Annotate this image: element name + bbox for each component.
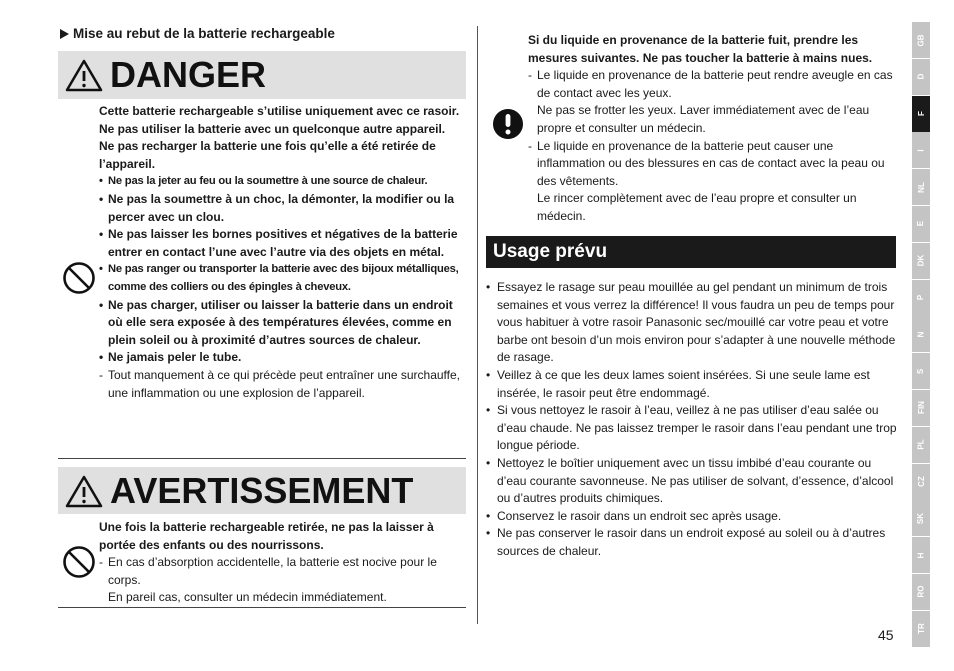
usage-item: • Conservez le rasoir dans un endroit sec après usage. (486, 508, 898, 526)
leak-eyes: - Le liquide en provenance de la batterie peut rendre aveugle en cas de contact avec les yeux. (528, 67, 898, 102)
usage-item: • Essayez le rasage sur peau mouillée au gel pendant un minimum de trois semaines et vous verrez la différence! Il vous faudra un peu de temps pour vous habituer à votre rasoir Panasonic sec/mouillé car votre peau et votre barbe ont besoin d’un mois environ pour s’adapter à une nouvelle méthode de rasage. (486, 279, 898, 367)
avertissement-text-1: Une fois la batterie rechargeable retirée, ne pas la laisser à portée des enfants ou des nourrissons. (99, 520, 434, 552)
language-tab-i[interactable] (912, 132, 930, 168)
warning-triangle-icon (64, 57, 104, 93)
language-tab-label: DK (916, 255, 926, 267)
language-tab-cz[interactable] (912, 464, 930, 500)
danger-text-1: Cette batterie rechargeable s’utilise uniquement avec ce rasoir. Ne pas utiliser la batterie avec un quelconque autre appareil. (99, 104, 460, 136)
prohibition-icon (62, 545, 96, 579)
language-tab-pl[interactable] (912, 427, 930, 463)
avertissement-absorption: - En cas d’absorption accidentelle, la batterie est nocive pour le corps. (99, 554, 469, 589)
column-divider (477, 26, 478, 624)
language-tab-label: CZ (916, 476, 926, 487)
section-title (60, 26, 335, 41)
language-tab-tr[interactable] (912, 611, 930, 647)
avertissement-doctor: En pareil cas, consulter un médecin immédiatement. (108, 590, 387, 605)
language-tab-h[interactable] (912, 537, 930, 573)
language-tab-p[interactable] (912, 280, 930, 316)
avertissement-divider (58, 607, 466, 608)
danger-text-2: Ne pas recharger la batterie une fois qu’elle a été retirée de l’appareil. (99, 139, 436, 171)
avertissement-title: AVERTISSEMENT (110, 469, 414, 511)
warning-triangle-icon (64, 473, 104, 509)
language-tab-label: D (916, 73, 926, 80)
language-tab-s[interactable] (912, 353, 930, 389)
leak-skin-action: Le rincer complètement avec de l’eau propre et consulter un médecin. (537, 191, 857, 223)
language-tab-label: S (916, 368, 926, 374)
language-tab-sk[interactable] (912, 500, 930, 536)
danger-bullet-shock: • Ne pas la soumettre à un choc, la démonter, la modifier ou la percer avec un clou. (99, 191, 469, 226)
language-tab-dk[interactable] (912, 243, 930, 279)
language-tab-d[interactable] (912, 59, 930, 95)
language-tab-f[interactable] (912, 96, 930, 132)
language-tab-label: TR (916, 623, 926, 635)
language-tab-label: FIN (916, 401, 926, 415)
leak-content (528, 32, 898, 226)
language-tab-gb[interactable] (912, 22, 930, 58)
usage-title: Usage prévu (493, 241, 608, 262)
leak-text-1: Si du liquide en provenance de la batterie fuit, prendre les mesures suivantes. Ne pas toucher la batterie à mains nues. (528, 33, 873, 65)
language-tab-label: P (916, 294, 926, 301)
language-tab-fin[interactable] (912, 390, 930, 426)
danger-consequence: - Tout manquement à ce qui précède peut entraîner une surchauffe, une inflammation ou une explosion de l’appareil. (99, 367, 469, 402)
language-tab-label: N (916, 331, 926, 338)
danger-bullet-fire: • Ne pas la jeter au feu ou la soumettre à une source de chaleur. (99, 173, 469, 191)
danger-bullet-jewelry: • Ne pas ranger ou transporter la batterie avec des bijoux métalliques, comme des colliers ou des épingles à cheveux. (99, 261, 469, 296)
danger-banner (58, 51, 466, 99)
language-tabs (912, 22, 930, 648)
language-tab-n[interactable] (912, 316, 930, 352)
language-tab-label: PL (916, 439, 926, 450)
usage-heading-bar (486, 236, 896, 268)
prohibition-icon (62, 261, 96, 295)
language-tab-nl[interactable] (912, 169, 930, 205)
language-tab-ro[interactable] (912, 574, 930, 610)
language-tab-label: RO (916, 585, 926, 598)
language-tab-label: GB (916, 34, 926, 46)
triangle-bullet-icon (60, 29, 69, 39)
page-number: 45 (878, 627, 894, 643)
danger-bullet-heat: • Ne pas charger, utiliser ou laisser la batterie dans un endroit où elle sera exposée à des températures élevées, comme en plein soleil ou à proximité d’autres sources de chaleur. (99, 297, 469, 350)
avertissement-content (99, 519, 469, 607)
avertissement-banner (58, 467, 466, 514)
leak-skin: - Le liquide en provenance de la batterie peut causer une inflammation ou des blessures en cas de contact avec la peau ou des vêtements. (528, 138, 898, 191)
language-tab-label: I (916, 149, 926, 152)
usage-item: • Si vous nettoyez le rasoir à l’eau, veillez à ne pas utiliser d’eau salée ou d’eau chaude. Ne pas laissez tremper le rasoir dans l’eau pendant une trop longue période. (486, 402, 898, 455)
language-tab-label: H (916, 552, 926, 559)
danger-divider (58, 458, 466, 459)
danger-title: DANGER (110, 54, 267, 95)
usage-item: • Nettoyez le boîtier uniquement avec un tissu imbibé d’eau courante ou d’eau courante savonneuse. Ne pas utiliser de solvant, d’essence, d’alcool ou d’autres produits chimiques. (486, 455, 898, 508)
danger-bullet-terminals: • Ne pas laisser les bornes positives et négatives de la batterie entrer en contact l’une avec l’autre via des objets en métal. (99, 226, 469, 261)
language-tab-label: E (916, 221, 926, 227)
language-tab-label: SK (916, 512, 926, 524)
usage-list (486, 279, 898, 561)
language-tab-e[interactable] (912, 206, 930, 242)
usage-item: • Ne pas conserver le rasoir dans un endroit exposé au soleil ou à d’autres sources de chaleur. (486, 525, 898, 560)
danger-content (99, 103, 469, 402)
section-title-text: Mise au rebut de la batterie rechargeable (73, 26, 335, 41)
danger-bullet-tube: • Ne jamais peler le tube. (99, 349, 469, 367)
language-tab-label: NL (916, 181, 926, 193)
exclamation-icon (492, 108, 524, 140)
leak-eyes-action: Ne pas se frotter les yeux. Laver immédiatement avec de l’eau propre et consulter un médecin. (537, 103, 870, 135)
language-tab-label: F (916, 111, 926, 117)
usage-item: • Veillez à ce que les deux lames soient insérées. Si une seule lame est insérée, le rasoir peut être endommagé. (486, 367, 898, 402)
